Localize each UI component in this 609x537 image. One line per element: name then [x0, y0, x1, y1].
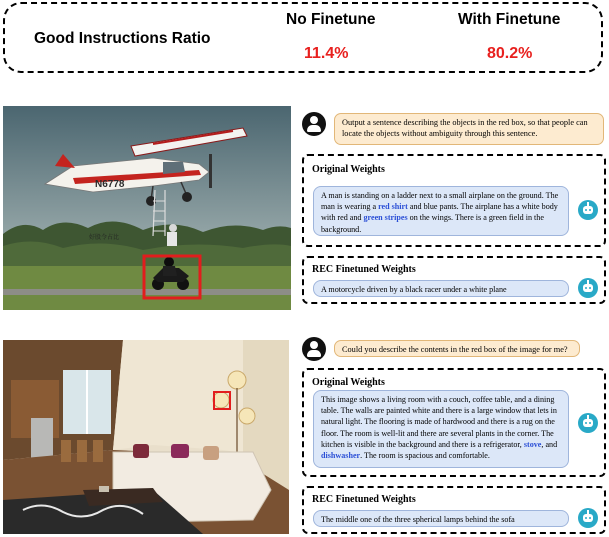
original-weights-title: Original Weights [312, 164, 385, 175]
robot-icon [578, 200, 598, 220]
no-finetune-header: No Finetune [286, 11, 376, 28]
prompt-bubble: Output a sentence describing the objects in the red box, so that people can locate the objects without ambiguity through this sentence. [334, 113, 604, 145]
no-finetune-value: 11.4% [304, 45, 349, 62]
robot-icon [578, 413, 598, 433]
user-avatar-icon [302, 112, 326, 136]
photo-watermark: 好股令占比 [89, 234, 120, 241]
rec-finetuned-answer: A motorcycle driven by a black racer under a white plane [313, 280, 569, 297]
robot-icon [578, 508, 598, 528]
with-finetune-value: 80.2% [487, 45, 533, 62]
rec-finetuned-title: REC Finetuned Weights [312, 494, 416, 505]
user-avatar-icon [302, 337, 326, 361]
rec-finetuned-answer: The middle one of the three spherical lamps behind the sofa [313, 510, 569, 527]
prompt-bubble: Could you describe the contents in the red box of the image for me? [334, 340, 580, 357]
ratio-title: Good Instructions Ratio [34, 30, 211, 47]
living-room-photo [3, 340, 289, 534]
rec-finetuned-title: REC Finetuned Weights [312, 264, 416, 275]
with-finetune-header: With Finetune [458, 11, 561, 28]
robot-icon [578, 278, 598, 298]
original-weights-answer: This image shows a living room with a couch, coffee table, and a dining table. The walls are painted white and there is a large window that lets in natural light. The flooring is made of hardwood and there is a rug on the floor. The room is well-lit and there are several plants in the corner. The kitchen is visible in the background and there is a refrigerator, stove, and dishwasher. The room is spacious and comfortable. [313, 390, 569, 468]
plane-registration: N6778 [95, 179, 125, 190]
original-weights-answer: A man is standing on a ladder next to a small airplane on the ground. The man is wearing a red shirt and blue pants. The airplane has a white body with red and green stripes on the wings. There is a green field in the background. [313, 186, 569, 236]
airplane-photo [3, 106, 291, 310]
original-weights-title: Original Weights [312, 377, 385, 388]
